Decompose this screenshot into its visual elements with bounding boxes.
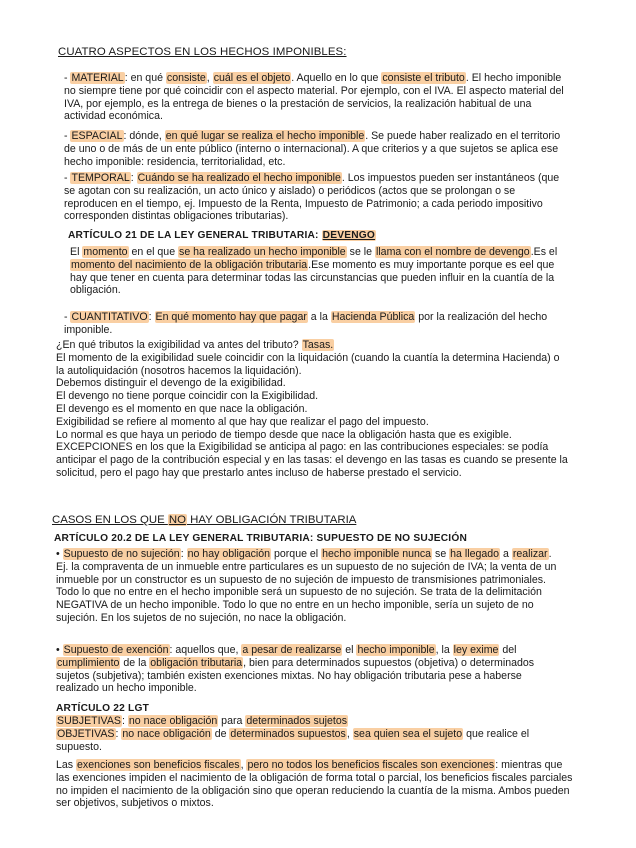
aspect-espacial: - ESPACIAL: dónde, en qué lugar se realiza el hecho imponible. Se puede haber realizado en el territorio de uno o de más de un ente público (interno o internacional). A que criterios y a que sujetos se aplica ese hecho imponible: residencia, territorialidad, etc. xyxy=(64,130,561,168)
aspect-cuantitativo: - CUANTITATIVO: En qué momento hay que pagar a la Hacienda Pública por la realización del hecho imponible. xyxy=(64,311,548,336)
aspect-material: - MATERIAL: en qué consiste, cuál es el objeto. Aquello en lo que consiste el tributo. El hecho imponible no siempre tiene por qué coincidir con el aspecto material. Por ejemplo, con el IVA. El aspecto material del IVA, por ejemplo, es la entrega de bienes o la prestación de servicios, la realización habitual de una actividad económica. xyxy=(64,72,564,123)
paragraph-no-sujecion: • Supuesto de no sujeción: no hay obligación porque el hecho imponible nunca se ha llegado a realizar. Ej. la compraventa de un inmueble entre particulares es un supuesto de no sujeción de IVA; la venta de un inmueble por un constructor es un supuesto de no sujeción de impuesto de transmisiones patrimoniales. Todo lo que no entre en el hecho imponible será un supuesto de no sujeción. Se trata de la delimitación NEGATIVA de un hecho imponible. Todo lo que no entre en un hecho imponible, sería un sujeto de no sujeción. En los sujetos de no sujeción, no nace la obligación. xyxy=(56,548,557,624)
item-objetivas: OBJETIVAS: no nace obligación de determinados supuestos, sea quien sea el sujeto que realice el supuesto. xyxy=(56,727,530,753)
paragraph-exencion: • Supuesto de exención: aquellos que, a pesar de realizarse el hecho imponible, la ley exime del cumplimiento de la obligación tributaria, bien para determinados supuestos (objetiva) o determinados sujetos (subjetiva); también existen exenciones mixtas. No hay obligación tributaria pese a haberse realizado un hecho imponible. xyxy=(56,644,535,695)
item-subjetivas: SUBJETIVAS: no nace obligación para determinados sujetos xyxy=(57,715,348,727)
section-title-cuatro-aspectos: CUATRO ASPECTOS EN LOS HECHOS IMPONIBLES: xyxy=(58,46,347,58)
hl-material: MATERIAL xyxy=(71,72,124,84)
heading-articulo-22: ARTÍCULO 22 LGT xyxy=(56,703,149,714)
paragraph-devengo: El momento en el que se ha realizado un hecho imponible se le llama con el nombre de devengo.Es el momento del nacimiento de la obligación tributaria.Ese momento es muy importante porque es eel que hay que tener en cuenta para determinar todas las circunstancias que pueden influir en la cuantía de la obligación. xyxy=(70,246,558,297)
section-title-casos: CASOS EN LOS QUE NO HAY OBLIGACIÓN TRIBUTARIA xyxy=(52,514,357,526)
heading-articulo-20-2: ARTÍCULO 20.2 DE LA LEY GENERAL TRIBUTARIA: SUPUESTO DE NO SUJECIÓN xyxy=(54,533,468,544)
aspect-temporal: - TEMPORAL: Cuándo se ha realizado el hecho imponible. Los impuestos pueden ser instantáneos (que se agotan con su realización, un acto único y aislado) o periódicos (actos que se prolongan o se reproducen en el tiempo, ej. Impuesto de la Renta, Impuesto de Patrimonio; a cada periodo impositivo corresponden distintas obligaciones tributarias). xyxy=(64,172,560,223)
section-exigibilidad: ¿En qué tributos la exigibilidad va antes del tributo? Tasas. El momento de la exigibilidad suele coincidir con la liquidación (cuando la cuantía la determina Hacienda) o la autoliquidación (nosotros hacemos la liquidación). Debemos distinguir el devengo de la exigibilidad. El devengo no tiene porque coincidir con la Exigibilidad. El devengo es el momento en que nace la obligación. Exigibilidad se refiere al momento al que hay que realizar el pago del impuesto. Lo normal es que haya un periodo de tiempo desde que nace la obligación hasta que es exigible. EXCEPCIONES en los que la Exigibilidad se anticipa al pago: en las contribuciones especiales: se podía anticipar el pago de la contribución especial y en las tasas: el devengo en las tasas es cuando se presente la solicitud, pero el pago hay que prestarlo antes incluso de haberse prestado el servicio. xyxy=(56,339,568,479)
list-exenciones-tipos xyxy=(56,715,568,753)
heading-articulo-21: ARTÍCULO 21 DE LA LEY GENERAL TRIBUTARIA: DEVENGO xyxy=(68,230,376,241)
paragraph-beneficios-fiscales: Las exenciones son beneficios fiscales, pero no todos los beneficios fiscales son exenciones: mientras que las exenciones impiden el nacimiento de la obligación de forma total o parcial, los beneficios fiscales parciales no impiden el nacimiento de la obligación sino que operan reduciendo la cuantía de la misma. Ambos pueden ser objetivos, subjetivos o mixtos. xyxy=(56,759,573,810)
question-exigibilidad: ¿En qué tributos la exigibilidad va antes del tributo? Tasas. xyxy=(56,339,334,351)
